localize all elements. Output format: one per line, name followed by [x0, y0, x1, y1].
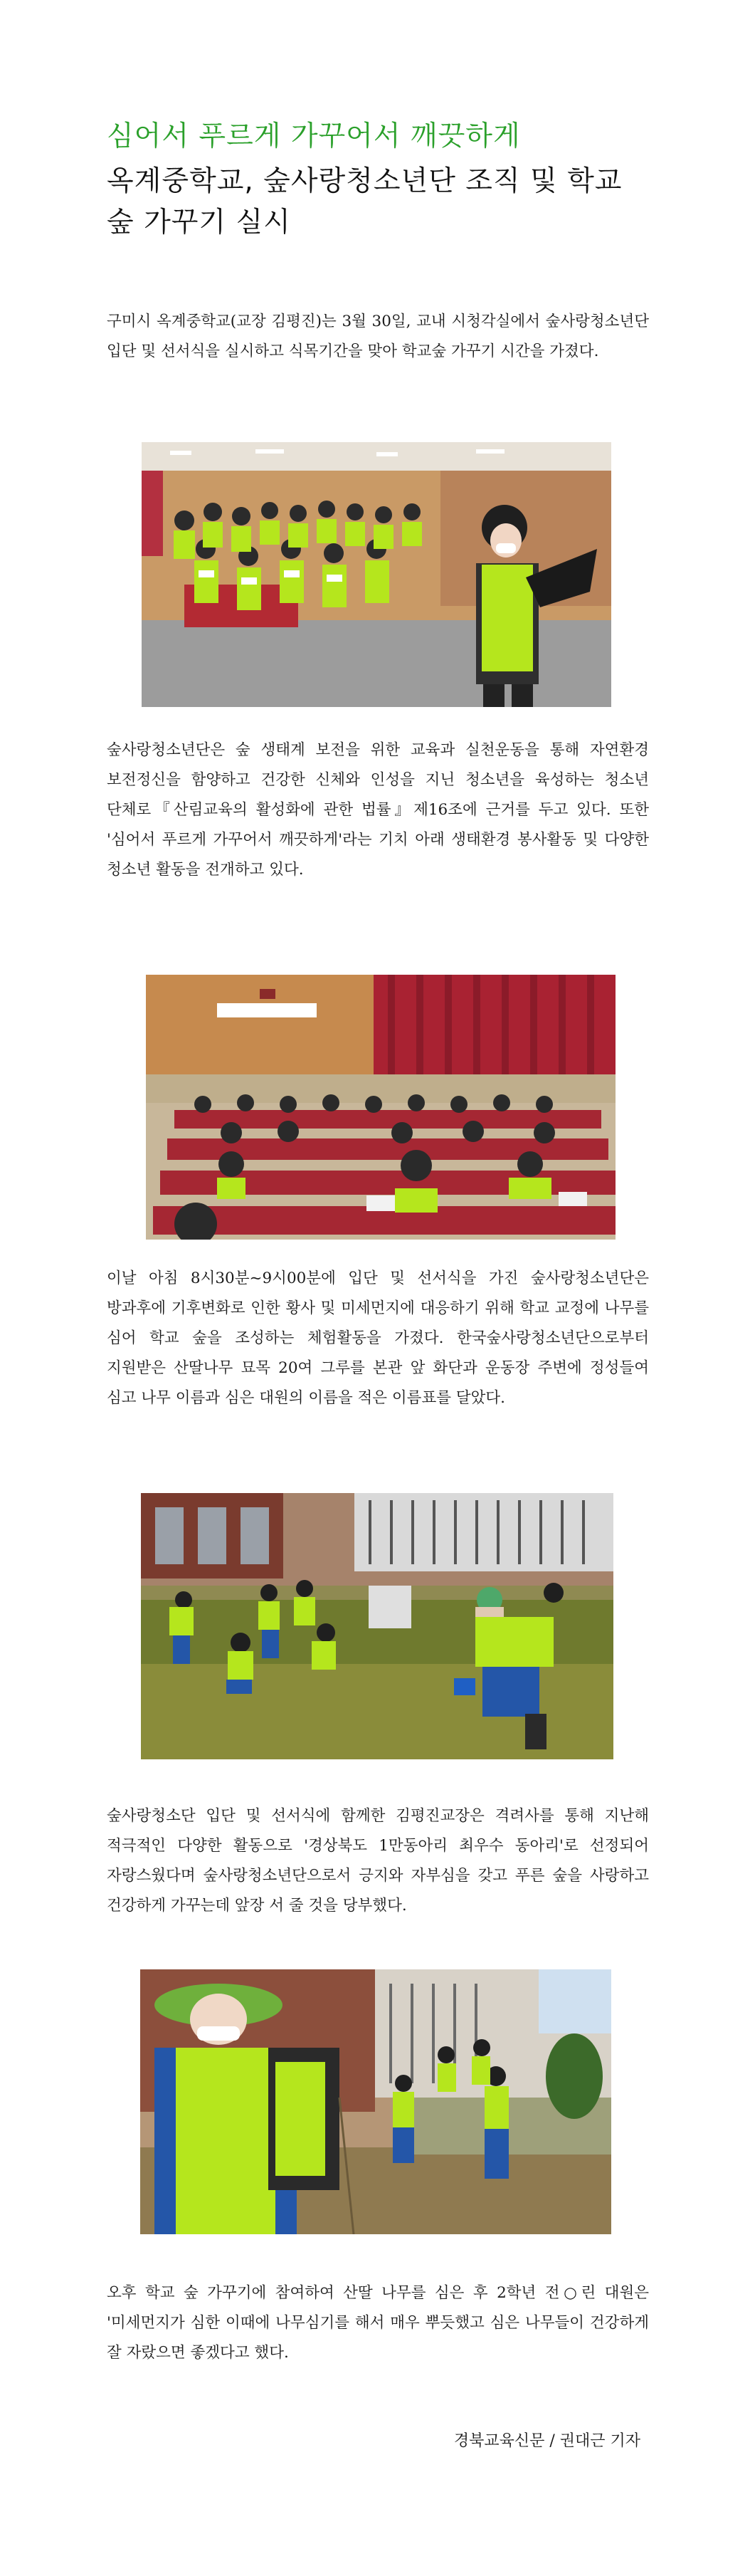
- paragraph-student-comment: 오후 학교 숲 가꾸기에 참여하여 산딸 나무를 심은 후 2학년 전○린 대원은 '미세먼지가 심한 이때에 나무심기를 해서 매우 뿌듯했고 심은 나무들이 건강하게 잘 자랐으면 좋겠다고 했다.: [107, 2284, 649, 2362]
- photo-auditorium: [146, 975, 616, 1240]
- photo-tree-planting-image: [141, 1493, 613, 1759]
- photo-oath-ceremony-image: [142, 442, 611, 707]
- paragraph-principal-remarks: 숲사랑청소단 입단 및 선서식에 함께한 김평진교장은 격려사를 통해 지난해 적극적인 다양한 활동으로 '경상북도 1만동아리 최우수 동아리'로 선정되어 자랑스웠다며 숲사랑청소년단으로서 긍지와 자부심을 갖고 푸른 숲을 사랑하고 건강하게 가꾸는데 앞장 서 줄 것을 당부했다.: [107, 1807, 649, 1915]
- photo-name-tags-image: [140, 1969, 611, 2234]
- article-headline: 옥계중학교, 숲사랑청소년단 조직 및 학교 숲 가꾸기 실시: [107, 165, 623, 239]
- byline: 경북교육신문 / 권대근 기자: [453, 2432, 640, 2450]
- photo-oath-ceremony: [142, 442, 611, 707]
- paragraph-about-club: 숲사랑청소년단은 숲 생태계 보전을 위한 교육과 실천운동을 통해 자연환경 보전정신을 함양하고 건강한 신체와 인성을 지닌 청소년을 육성하는 청소년 단체로『산림교육의 활성화에 관한 법률』제16조에 근거를 두고 있다. 또한 '심어서 푸르게 가꾸어서 깨끗하게'라는 기치 아래 생태환경 봉사활동 및 다양한 청소년 활동을 전개하고 있다.: [107, 741, 649, 879]
- paragraph-ceremony-activity: 이날 아침 8시30분~9시00분에 입단 및 선서식을 가진 숲사랑청소년단은 방과후에 기후변화로 인한 황사 및 미세먼지에 대응하기 위해 학교 교정에 나무를 심어 학교 숲을 조성하는 체험활동을 가졌다. 한국숲사랑청소년단으로부터 지원받은 산딸나무 묘목 20여 그루를 본관 앞 화단과 운동장 주변에 정성들여 심고 나무 이름과 심은 대원의 이름을 적은 이름표를 달았다.: [107, 1269, 649, 1407]
- photo-tree-planting: [141, 1493, 613, 1759]
- article-kicker: 심어서 푸르게 가꾸어서 깨끗하게: [107, 120, 521, 152]
- photo-auditorium-image: [146, 975, 616, 1240]
- photo-name-tags: [140, 1969, 611, 2234]
- paragraph-intro: 구미시 옥계중학교(교장 김평진)는 3월 30일, 교내 시청각실에서 숲사랑청소년단 입단 및 선서식을 실시하고 식목기간을 맞아 학교숲 가꾸기 시간을 가졌다.: [107, 313, 649, 360]
